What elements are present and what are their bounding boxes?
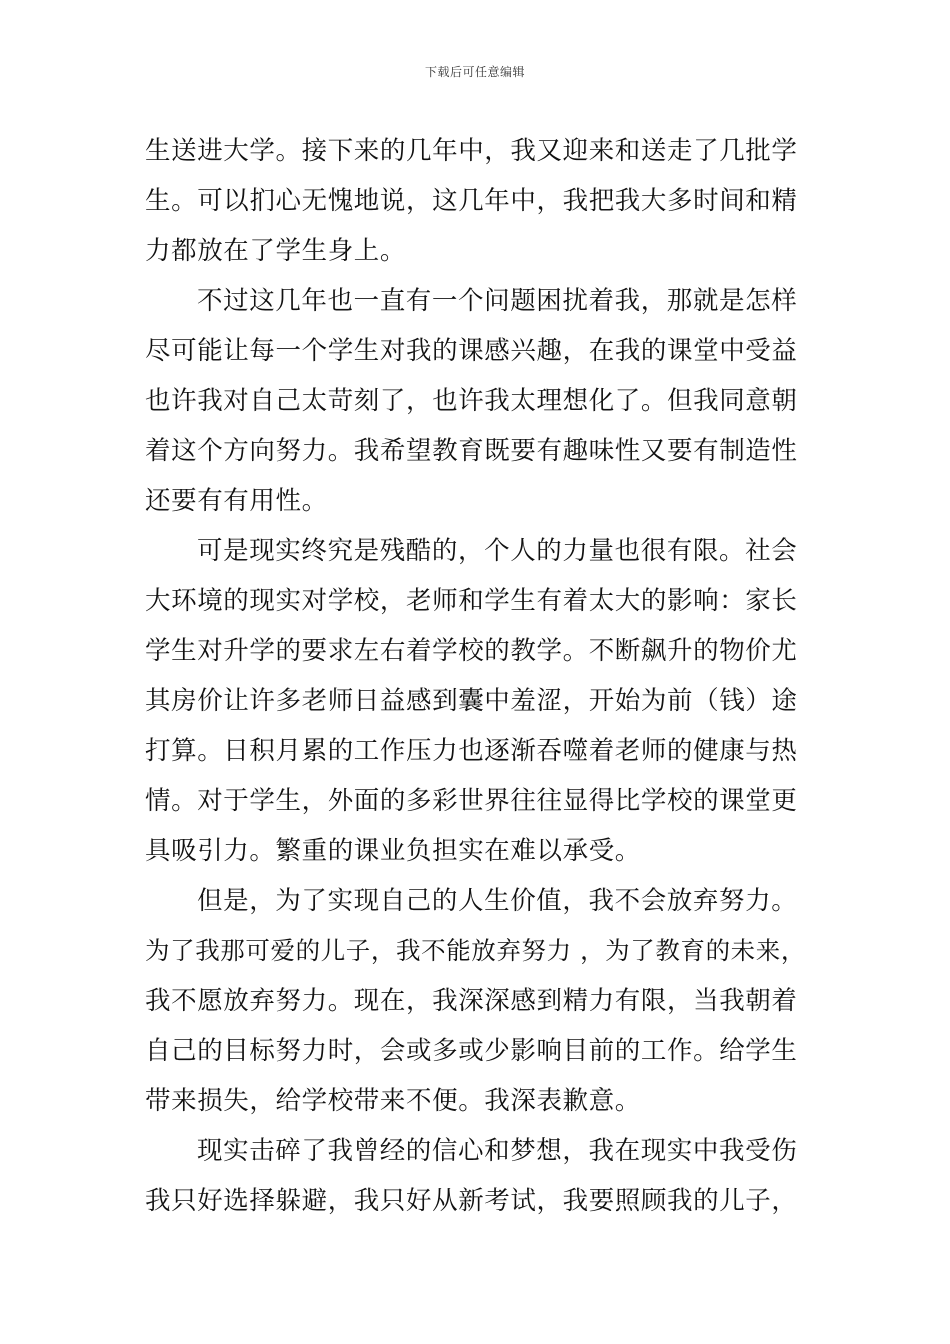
page-header: 下载后可任意编辑 xyxy=(424,65,525,79)
text-line: 具吸引力。繁重的课业负担实在难以承受。 xyxy=(145,836,641,866)
text-line: 带来损失，给学校带来不便。我深表歉意。 xyxy=(145,1086,641,1116)
text-line: 力都放在了学生身上。 xyxy=(145,236,407,266)
text-line: 现实击碎了我曾经的信心和梦想，我在现实中我受伤 xyxy=(197,1136,798,1166)
document-body xyxy=(145,126,810,1226)
text-line: 还要有有用性。 xyxy=(145,486,328,516)
text-line: 自己的目标努力时，会或多或少影响目前的工作。给学生 xyxy=(145,1036,798,1066)
text-line: 不过这几年也一直有一个问题困扰着我，那就是怎样 xyxy=(197,286,798,316)
text-line: 情。对于学生，外面的多彩世界往往显得比学校的课堂更 xyxy=(145,786,798,816)
text-line: 其房价让许多老师日益感到囊中羞涩，开始为前（钱）途 xyxy=(145,686,798,716)
text-line: 尽可能让每一个学生对我的课感兴趣，在我的课堂中受益 xyxy=(145,336,798,366)
text-line: 打算。日积月累的工作压力也逐渐吞噬着老师的健康与热 xyxy=(145,736,798,766)
text-line: 我只好选择躲避，我只好从新考试，我要照顾我的儿子， xyxy=(145,1186,798,1216)
text-line: 生。可以扪心无愧地说，这几年中，我把我大多时间和精 xyxy=(145,186,798,216)
text-line: 我不愿放弃努力。现在，我深深感到精力有限，当我朝着 xyxy=(145,986,798,1016)
text-line: 学生对升学的要求左右着学校的教学。不断飙升的物价尤 xyxy=(145,636,798,666)
text-line: 为了我那可爱的儿子，我不能放弃努力 ，为了教育的未来， xyxy=(145,936,806,965)
text-line: 大环境的现实对学校，老师和学生有着太大的影响：家长 xyxy=(145,586,798,616)
text-line: 但是，为了实现自己的人生价值，我不会放弃努力。 xyxy=(197,886,798,916)
text-line: 着这个方向努力。我希望教育既要有趣味性又要有制造性 xyxy=(145,436,798,466)
text-line: 也许我对自己太苛刻了，也许我太理想化了。但我同意朝 xyxy=(145,386,798,416)
text-line: 可是现实终究是残酷的，个人的力量也很有限。社会 xyxy=(197,536,798,566)
text-line: 生送进大学。接下来的几年中，我又迎来和送走了几批学 xyxy=(145,136,798,166)
